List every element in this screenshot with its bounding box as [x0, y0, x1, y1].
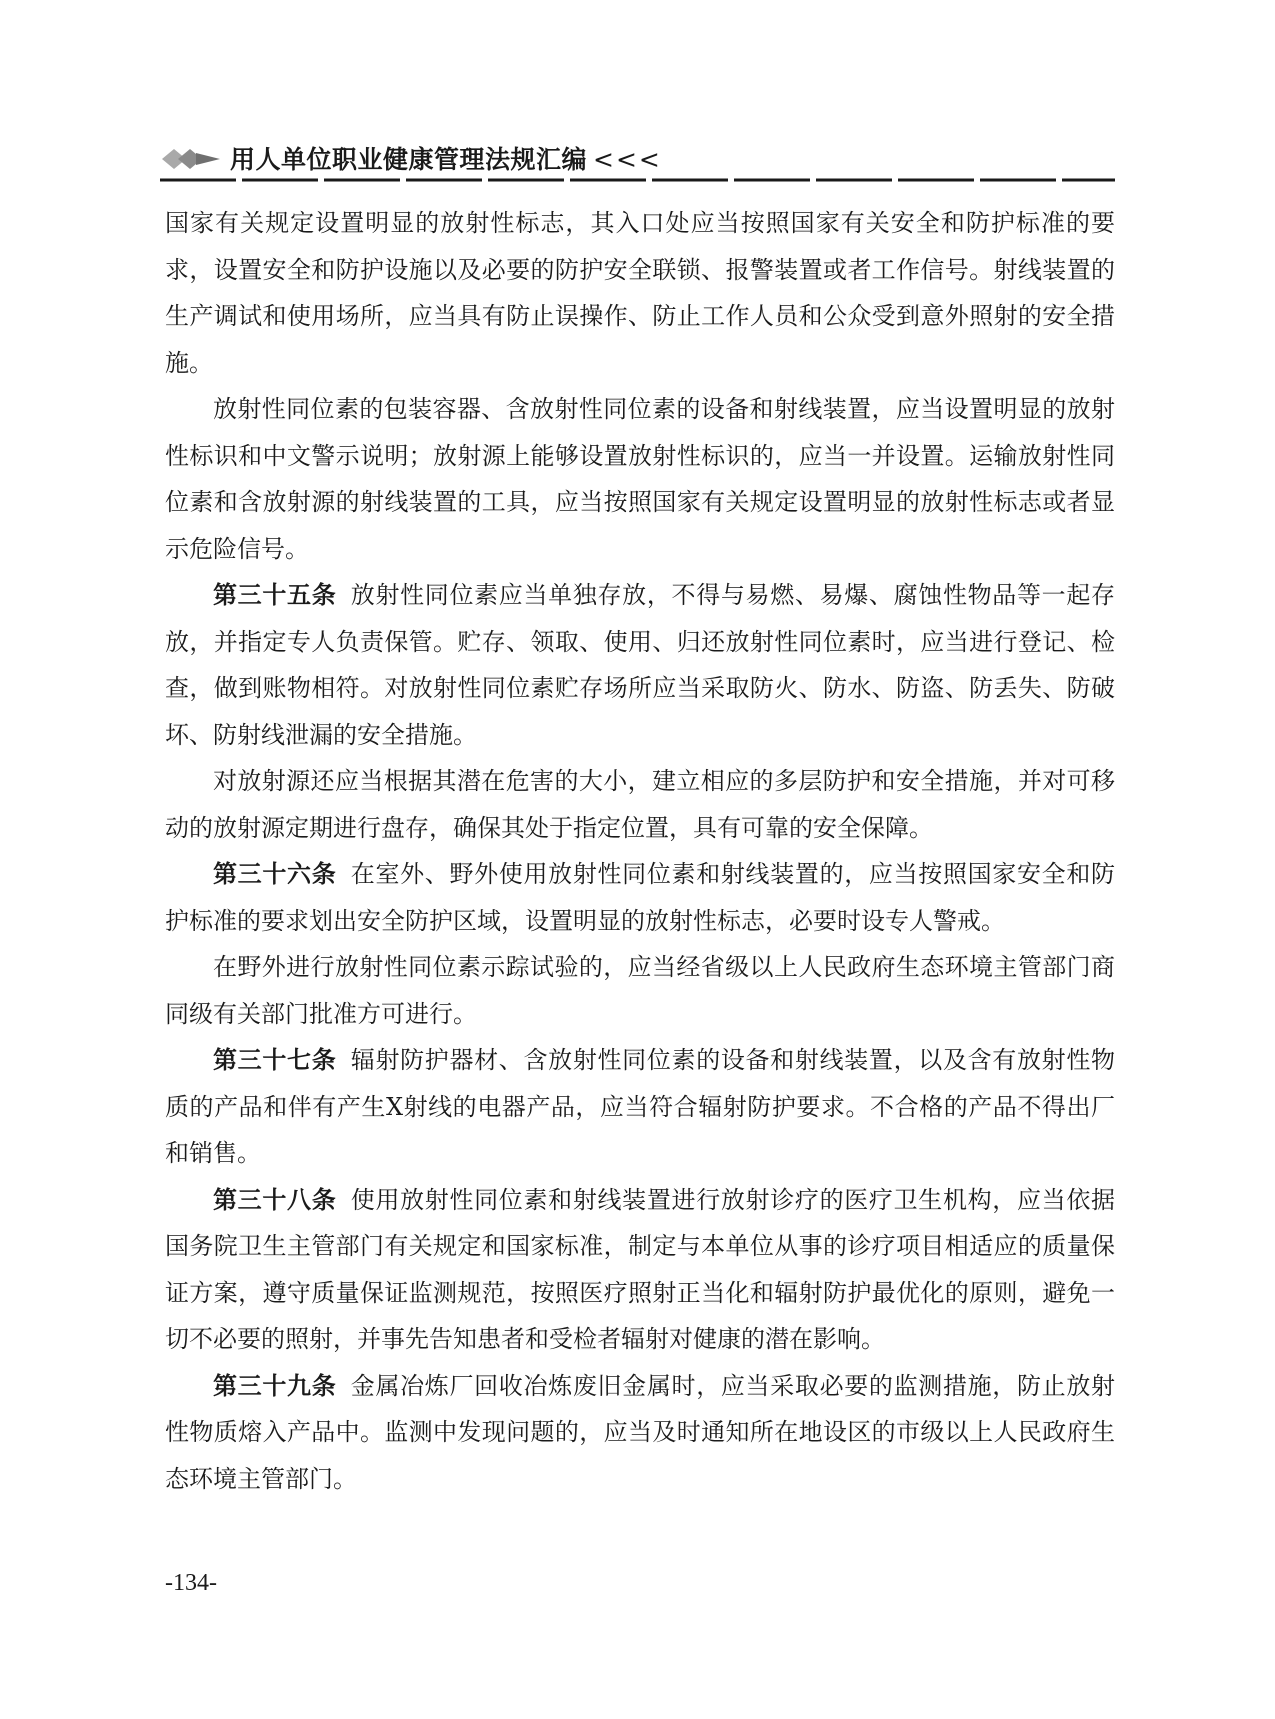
header-title — [230, 140, 662, 176]
paragraph-text: 放射性同位素应当单独存放，不得与易燃、易爆、腐蚀性物品等一起存放，并指定专人负责保管。贮存、领取、使用、归还放射性同位素时，应当进行登记、检查，做到账物相符。对放射性同位素贮存场所应当采取防火、防水、防盗、防丢失、防破坏、防射线泄漏的安全措施。 — [165, 581, 1115, 749]
paragraph — [165, 386, 1115, 572]
paragraph — [165, 851, 1115, 944]
paragraph — [165, 1037, 1115, 1177]
paragraph-text: 在室外、野外使用放射性同位素和射线装置的，应当按照国家安全和防护标准的要求划出安全防护区域，设置明显的放射性标志，必要时设专人警戒。 — [165, 860, 1115, 935]
paragraph — [165, 944, 1115, 1037]
paragraph — [165, 572, 1115, 758]
paragraph-text: 金属冶炼厂回收冶炼废旧金属时，应当采取必要的监测措施，防止放射性物质熔入产品中。监测中发现问题的，应当及时通知所在地设区的市级以上人民政府生态环境主管部门。 — [165, 1371, 1115, 1493]
article-number: 第三十六条 — [213, 859, 337, 888]
paragraph — [165, 1363, 1115, 1503]
paragraph-text: 放射性同位素的包装容器、含放射性同位素的设备和射线装置，应当设置明显的放射性标识和中文警示说明；放射源上能够设置放射性标识的，应当一并设置。运输放射性同位素和含放射源的射线装置的工具，应当按照国家有关规定设置明显的放射性标志或者显示危险信号。 — [165, 395, 1115, 563]
article-body — [165, 200, 1115, 1502]
paragraph-text: 对放射源还应当根据其潜在危害的大小，建立相应的多层防护和安全措施，并对可移动的放射源定期进行盘存，确保其处于指定位置，具有可靠的安全保障。 — [165, 767, 1115, 842]
paragraph — [165, 200, 1115, 386]
header-suffix: <<< — [593, 145, 662, 174]
double-diamond-arrow-icon — [160, 146, 222, 172]
article-number: 第三十五条 — [213, 580, 337, 609]
page-header — [160, 128, 1115, 192]
paragraph-text: 国家有关规定设置明显的放射性标志，其入口处应当按照国家有关安全和防护标准的要求，设置安全和防护设施以及必要的防护安全联锁、报警装置或者工作信号。射线装置的生产调试和使用场所，应当具有防止误操作、防止工作人员和公众受到意外照射的安全措施。 — [165, 209, 1115, 377]
paragraph-text: 在野外进行放射性同位素示踪试验的，应当经省级以上人民政府生态环境主管部门商同级有关部门批准方可进行。 — [165, 953, 1115, 1028]
paragraph — [165, 1177, 1115, 1363]
paragraph-text: 使用放射性同位素和射线装置进行放射诊疗的医疗卫生机构，应当依据国务院卫生主管部门有关规定和国家标准，制定与本单位从事的诊疗项目相适应的质量保证方案，遵守质量保证监测规范，按照医疗照射正当化和辐射防护最优化的原则，避免一切不必要的照射，并事先告知患者和受检者辐射对健康的潜在影响。 — [165, 1185, 1115, 1353]
page-number: -134- — [165, 1570, 217, 1596]
paragraph-text: 辐射防护器材、含放射性同位素的设备和射线装置，以及含有放射性物质的产品和伴有产生X射线的电器产品，应当符合辐射防护要求。不合格的产品不得出厂和销售。 — [165, 1046, 1115, 1167]
article-number: 第三十七条 — [213, 1045, 337, 1074]
article-number: 第三十八条 — [213, 1184, 337, 1214]
paragraph — [165, 758, 1115, 851]
article-number: 第三十九条 — [213, 1370, 337, 1400]
header-title-text: 用人单位职业健康管理法规汇编 — [230, 145, 588, 174]
header-dashed-rule — [160, 178, 1115, 186]
